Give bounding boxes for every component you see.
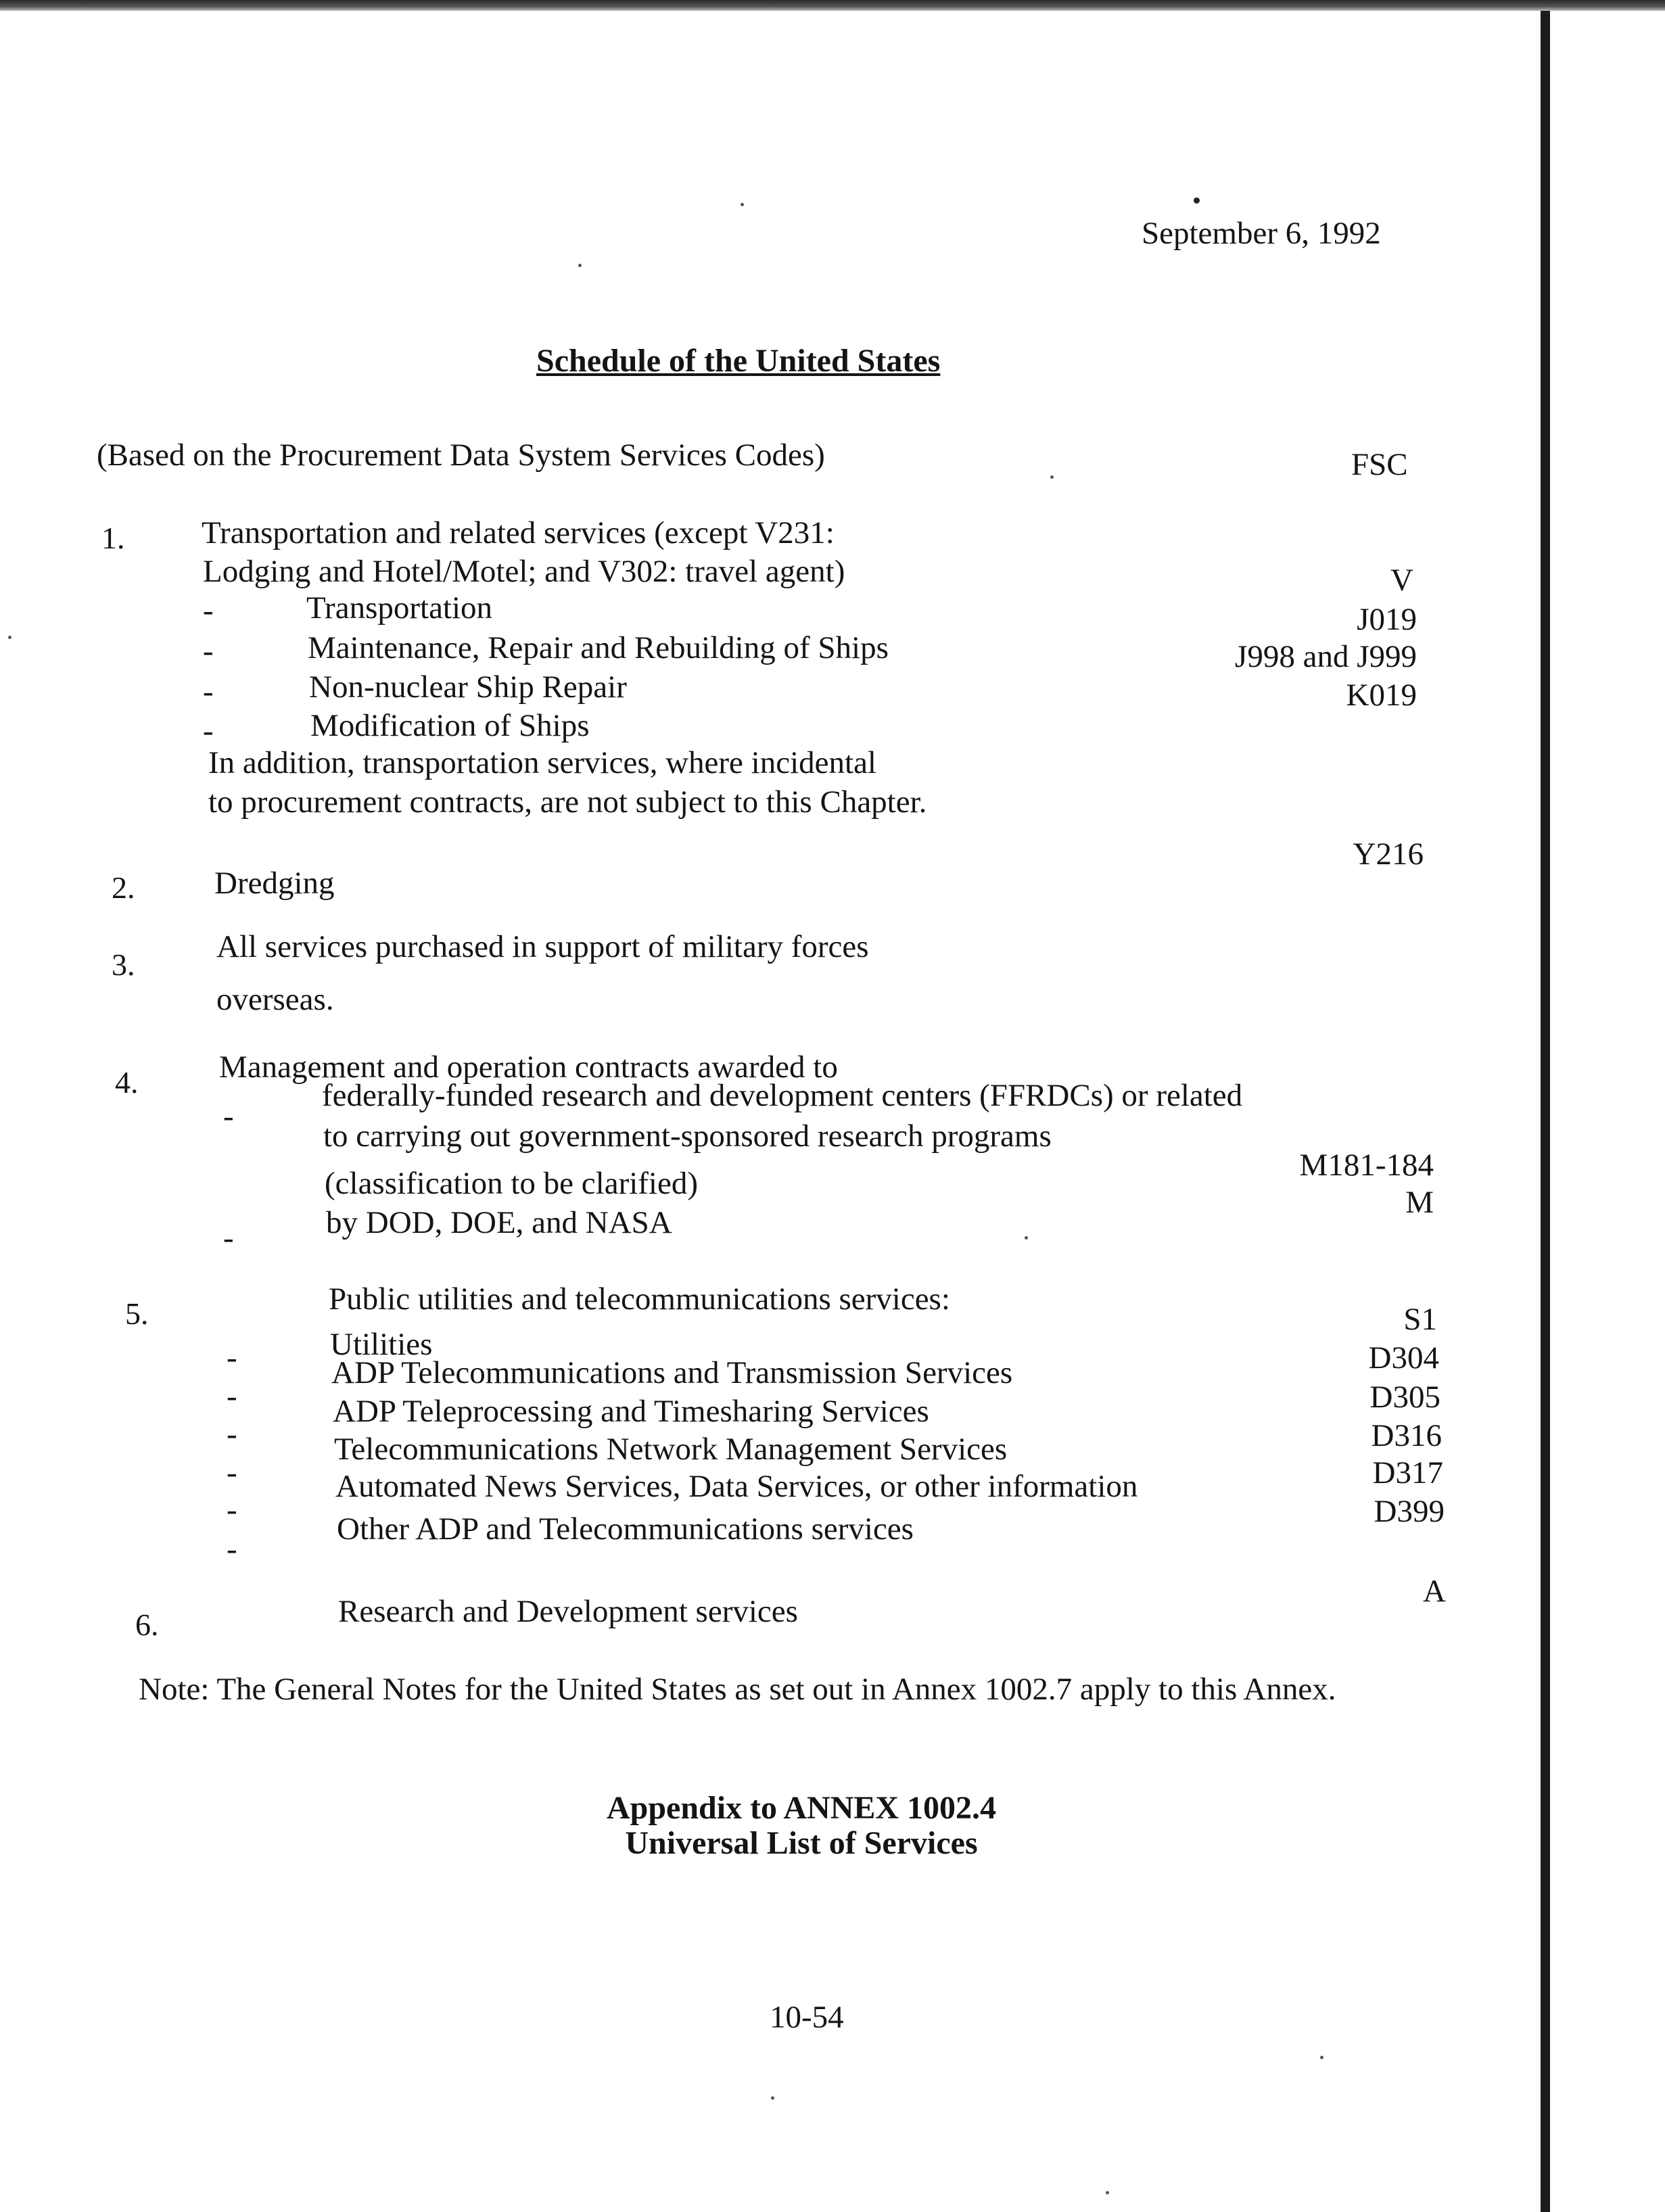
item-1-note-line-1: In addition, transportation services, where incidental <box>208 745 876 780</box>
item-5-number: 5. <box>125 1296 149 1331</box>
item-1-sub-4-text: Modification of Ships <box>310 708 590 743</box>
scan-speck <box>1050 475 1054 479</box>
item-5-sub-3-bullet: - <box>227 1417 237 1452</box>
scan-speck <box>8 636 11 639</box>
item-5-sub-1-code: D304 <box>1368 1340 1439 1375</box>
page-number: 10-54 <box>770 2000 844 2035</box>
item-5-sub-2-text: ADP Telecommunications and Transmission Services <box>331 1355 1013 1390</box>
item-5-sub-4-text: Telecommunications Network Management Services <box>334 1432 1008 1467</box>
item-2-code: Y216 <box>1353 837 1424 872</box>
item-3-line-1: All services purchased in support of military forces <box>216 929 869 964</box>
item-5-sub-2-code: D305 <box>1369 1380 1440 1415</box>
scan-speck <box>771 2096 774 2100</box>
item-5-sub-6-bullet: - <box>227 1532 237 1567</box>
item-4-sub-2-bullet: - <box>223 1221 234 1256</box>
item-5-sub-5-bullet: - <box>227 1492 237 1528</box>
appendix-title-line-2: Universal List of Services <box>625 1825 978 1861</box>
item-1-line-1: Transportation and related services (except V231: <box>202 515 835 550</box>
item-4-number: 4. <box>115 1065 139 1100</box>
item-4-sub-1-line-3: (classification to be clarified) <box>325 1166 698 1201</box>
item-4-sub-2-line-1: by DOD, DOE, and NASA <box>326 1205 672 1240</box>
item-1-sub-3-text: Non-nuclear Ship Repair <box>309 669 627 705</box>
item-5-sub-4-bullet: - <box>227 1455 237 1490</box>
item-5-sub-6-text: Other ADP and Telecommunications services <box>337 1511 914 1547</box>
scan-speck <box>1320 2056 1323 2059</box>
scan-right-margin <box>1550 11 1665 2212</box>
item-5-sub-2-bullet: - <box>227 1379 237 1414</box>
item-1-code: V <box>1390 563 1413 598</box>
item-5-sub-3-text: ADP Teleprocessing and Timesharing Services <box>333 1394 929 1429</box>
general-note: Note: The General Notes for the United States as set out in Annex 1002.7 apply to this Annex. <box>139 1672 1336 1707</box>
document-subtitle: (Based on the Procurement Data System Services Codes) <box>97 438 825 473</box>
item-2-number: 2. <box>112 870 135 905</box>
item-6-code: A <box>1423 1574 1446 1609</box>
item-1-sub-1-text: Transportation <box>306 590 493 626</box>
item-1-sub-1-bullet: - <box>203 593 214 628</box>
item-6-line-1: Research and Development services <box>338 1594 798 1629</box>
item-4-sub-1-line-1: federally-funded research and development centers (FFRDCs) or related <box>322 1078 1243 1113</box>
item-1-sub-3-bullet: - <box>203 674 214 709</box>
item-1-sub-3-code: K019 <box>1346 678 1417 713</box>
item-3-number: 3. <box>112 947 135 982</box>
item-5-sub-4-code: D317 <box>1372 1455 1443 1490</box>
item-1-sub-1-code: J019 <box>1357 602 1417 637</box>
item-1-sub-2-bullet: - <box>203 634 214 669</box>
item-3-line-2: overseas. <box>216 982 334 1017</box>
appendix-title-line-1: Appendix to ANNEX 1002.4 <box>606 1790 997 1826</box>
item-5-sub-5-code: D399 <box>1374 1494 1445 1529</box>
scan-speck <box>1194 197 1200 204</box>
item-5-sub-1-bullet: - <box>227 1340 237 1375</box>
item-4-sub-2-code: M <box>1405 1185 1434 1220</box>
item-5-sub-5-text: Automated News Services, Data Services, or other information <box>335 1469 1138 1504</box>
item-1-sub-2-text: Maintenance, Repair and Rebuilding of Ships <box>308 630 889 665</box>
item-5-sub-3-code: D316 <box>1371 1418 1442 1453</box>
scan-speck <box>1106 2191 1109 2194</box>
item-1-note-line-2: to procurement contracts, are not subject to this Chapter. <box>208 784 927 820</box>
item-5-line-1: Public utilities and telecommunications services: <box>329 1281 950 1317</box>
item-2-line-1: Dredging <box>214 866 335 901</box>
item-1-number: 1. <box>101 521 125 555</box>
item-1-line-2: Lodging and Hotel/Motel; and V302: travel agent) <box>203 554 845 589</box>
item-4-line-1: Management and operation contracts awarded to <box>219 1050 838 1085</box>
item-6-number: 6. <box>135 1607 159 1642</box>
scan-top-border <box>0 0 1665 11</box>
item-1-sub-4-bullet: - <box>203 713 214 749</box>
item-4-sub-1-line-2: to carrying out government-sponsored research programs <box>323 1119 1052 1154</box>
scan-speck <box>741 203 744 206</box>
scan-right-border <box>1541 11 1550 2212</box>
column-header-fsc: FSC <box>1351 447 1408 482</box>
document-date: September 6, 1992 <box>1142 216 1381 251</box>
document-title: Schedule of the United States <box>536 343 941 379</box>
item-1-sub-2-code: J998 and J999 <box>1235 639 1417 674</box>
item-5-code: S1 <box>1403 1302 1437 1337</box>
item-5-sub-1-text: Utilities <box>330 1327 433 1362</box>
item-4-sub-1-bullet: - <box>223 1099 234 1134</box>
item-4-sub-1-code: M181-184 <box>1299 1148 1434 1183</box>
scan-speck <box>1025 1236 1028 1240</box>
scan-speck <box>578 264 582 267</box>
